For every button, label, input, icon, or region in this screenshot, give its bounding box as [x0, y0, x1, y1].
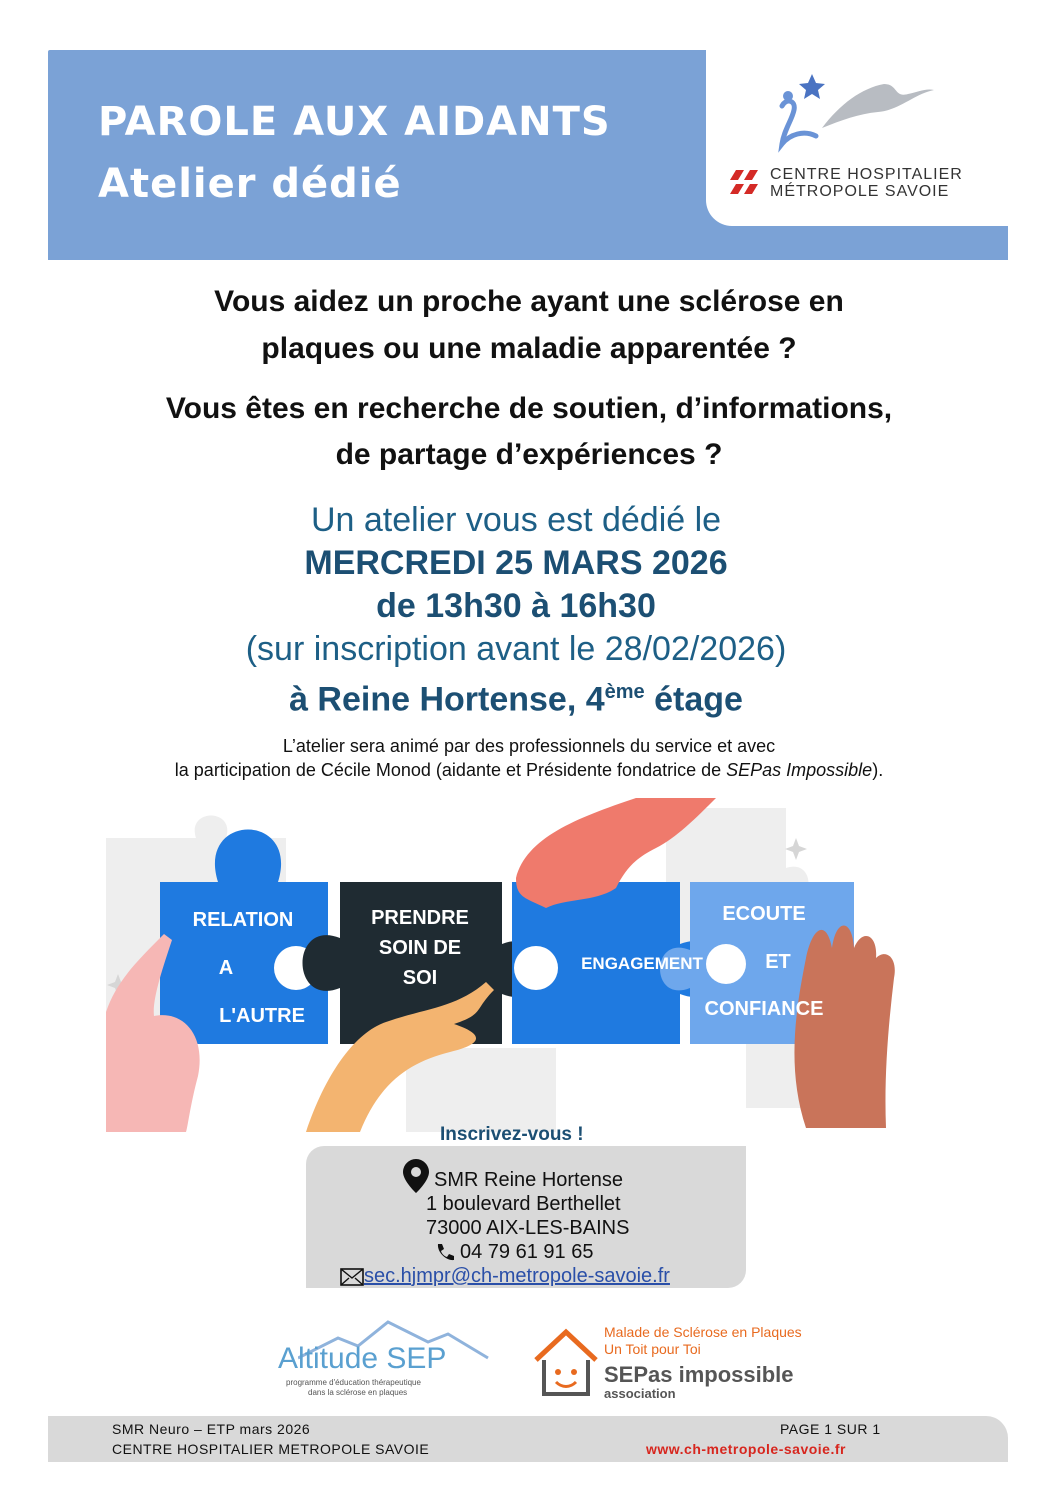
footer-website-link[interactable]: www.ch-metropole-savoie.fr [646, 1441, 846, 1457]
logo-line-2: MÉTROPOLE SAVOIE [770, 183, 950, 200]
piece3-label: ENGAGEMENT [581, 954, 703, 973]
event-place-prefix: à Reine Hortense, 4 [289, 680, 605, 719]
footer-left-1: SMR Neuro – ETP mars 2026 [112, 1421, 311, 1437]
hospital-logo-icon [752, 66, 942, 162]
piece2-label-3: SOI [402, 967, 438, 989]
intro-line-2 [0, 758, 1058, 782]
register-cta: Inscrivez-vous ! [440, 1124, 584, 1145]
intro-line-1: L’atelier sera animé par des professionnels du service et avec [282, 736, 776, 756]
contact-name: SMR Reine Hortense [434, 1169, 623, 1191]
piece1-label-2: A [218, 957, 234, 979]
piece2-label-2: SOIN DE [378, 937, 462, 959]
header-title: PAROLE AUX AIDANTS [98, 99, 611, 145]
altitude-tagline-1: programme d'éducation thérapeutique [286, 1378, 421, 1387]
logo-line-1: CENTRE HOSPITALIER [770, 166, 963, 183]
altitude-sep-logo [278, 1320, 488, 1400]
intro-line-2-prefix: la participation de Cécile Monod (aidante et Présidente fondatrice de [174, 760, 727, 780]
contact-street: 1 boulevard Berthellet [426, 1193, 621, 1215]
intro-association-name: SEPas Impossible [726, 760, 873, 780]
piece4-label-2: ET [765, 951, 791, 973]
location-pin-icon [402, 1158, 430, 1194]
question-1-line-1: Vous aidez un proche ayant une sclérose en [214, 285, 844, 318]
sepas-line-2: Un Toit pour Toi [604, 1341, 701, 1357]
contact-phone: 04 79 61 91 65 [460, 1241, 594, 1263]
house-smile-icon [530, 1326, 600, 1400]
sepas-name-b: impossible [672, 1362, 794, 1387]
sepas-name [604, 1362, 794, 1388]
logo-stripes-icon [730, 168, 764, 196]
event-place-sup: ème [604, 681, 645, 703]
hospital-logo-text [770, 166, 963, 200]
event-intro: Un atelier vous est dédié le [310, 501, 722, 539]
header-subtitle: Atelier dédié [98, 161, 402, 207]
event-place-suffix: étage [644, 680, 743, 719]
intro-line-2-suffix: ). [872, 760, 884, 780]
contact-city: 73000 AIX-LES-BAINS [426, 1217, 630, 1239]
sepas-line-1: Malade de Sclérose en Plaques [604, 1324, 802, 1340]
footer-left-2: CENTRE HOSPITALIER METROPOLE SAVOIE [112, 1441, 430, 1457]
altitude-tagline-2: dans la sclérose en plaques [308, 1388, 408, 1397]
piece4-label-3: CONFIANCE [704, 998, 824, 1020]
event-registration: (sur inscription avant le 28/02/2026) [245, 630, 787, 668]
sepas-assoc: association [604, 1386, 676, 1401]
hand-brown-icon [794, 926, 894, 1129]
altitude-name: Altitude SEP [278, 1342, 447, 1375]
sepas-impossible-logo [530, 1324, 830, 1404]
piece1-label-1: RELATION [192, 909, 294, 931]
piece4-label-1: ECOUTE [722, 903, 806, 925]
footer-page: PAGE 1 SUR 1 [780, 1421, 881, 1437]
event-date: MERCREDI 25 MARS 2026 [304, 544, 728, 582]
question-1-line-2: plaques ou une maladie apparentée ? [261, 332, 797, 365]
piece2-label-1: PRENDRE [371, 907, 469, 929]
sepas-name-a: SEPas [604, 1362, 673, 1387]
question-2-line-1: Vous êtes en recherche de soutien, d’informations, [165, 392, 893, 425]
intro-text [0, 734, 1058, 782]
event-time: de 13h30 à 16h30 [376, 587, 656, 625]
phone-icon [434, 1242, 454, 1262]
puzzle-illustration [106, 798, 906, 1132]
envelope-icon [340, 1268, 364, 1286]
event-place [0, 670, 1032, 721]
piece1-label-3: L'AUTRE [219, 1005, 305, 1027]
question-2-line-2: de partage d’expériences ? [335, 438, 723, 471]
contact-email-link[interactable]: sec.hjmpr@ch-metropole-savoie.fr [364, 1265, 670, 1287]
